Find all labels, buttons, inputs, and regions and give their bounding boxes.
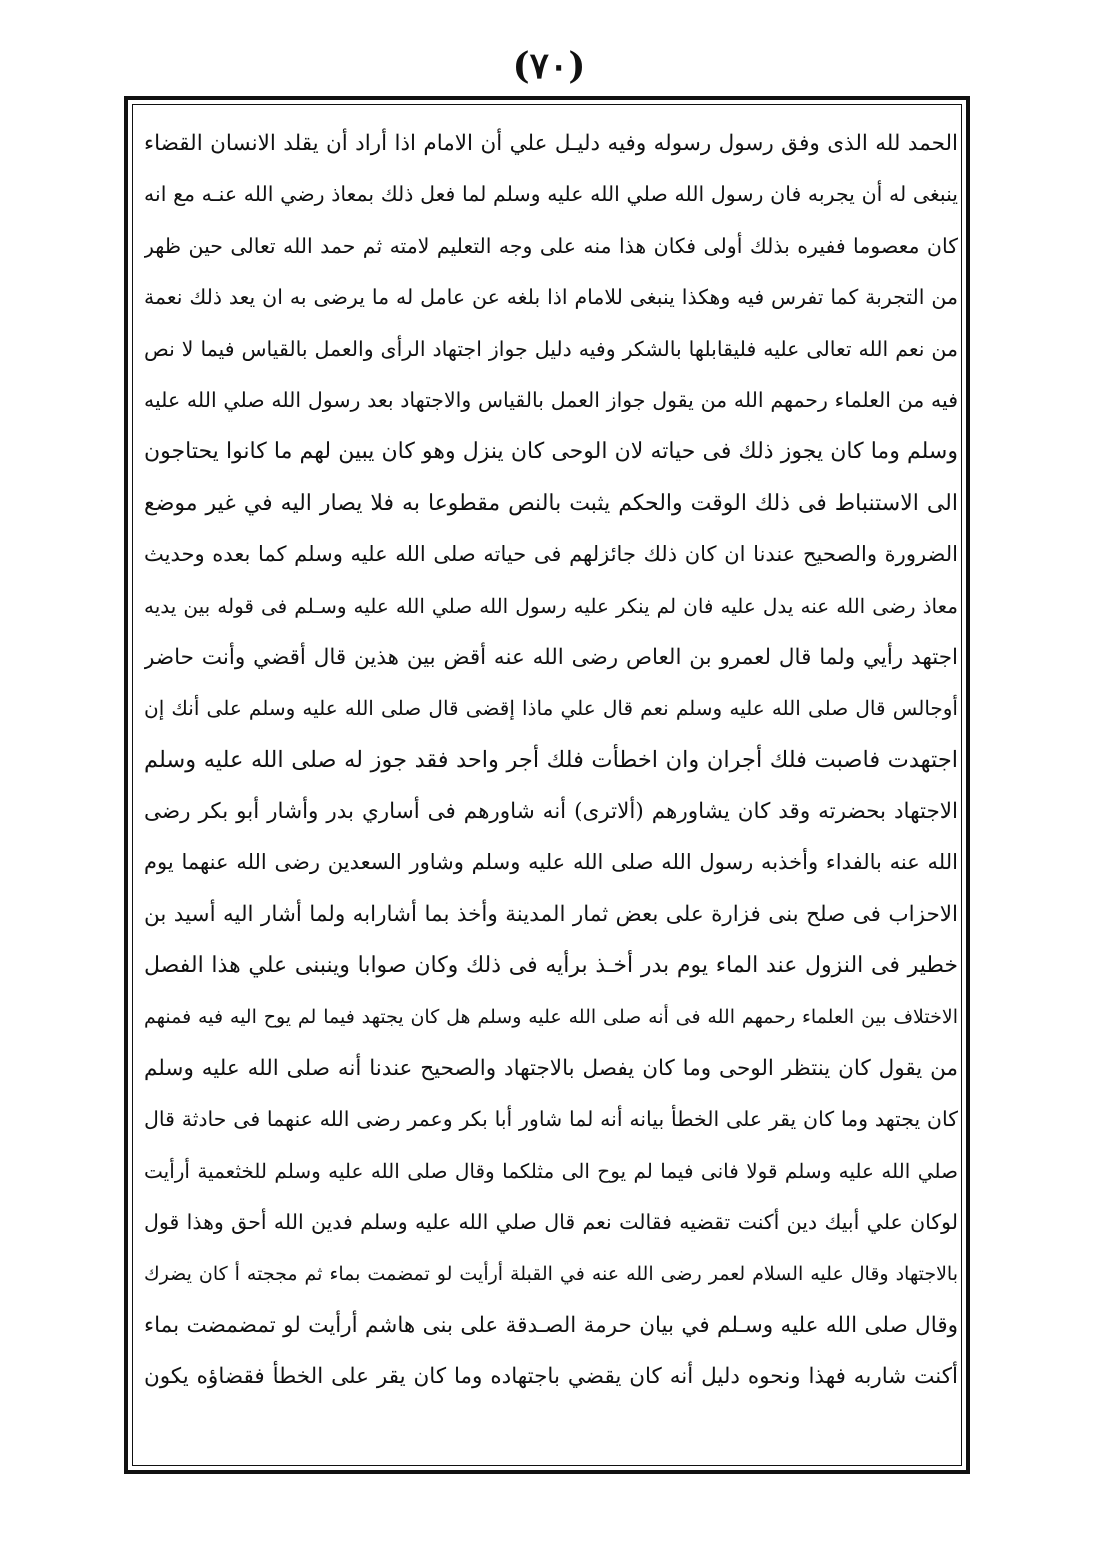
- text-line-10: معاذ رضى الله عنه يدل عليه فان لم ينكر عليه رسول الله صلي الله عليه وسـلم فى قوله بين يديه: [144, 593, 958, 618]
- text-line-24: وقال صلى الله عليه وسـلم في بيان حرمة الصـدقة على بنى هاشم أرأيت لو تمضمضت بماء: [144, 1312, 958, 1338]
- text-line-17: خطير فى النزول عند الماء يوم بدر أخـذ برأيه فى ذلك وكان صوابا وينبنى علي هذا الفصل: [144, 953, 958, 979]
- text-line-15: الله عنه بالفداء وأخذبه رسول الله صلى الله عليه وسلم وشاور السعدين رضى الله عنهما يوم: [144, 850, 958, 875]
- text-line-25: أكنت شاربه فهذا ونحوه دليل أنه كان يقضي باجتهاده وما كان يقر على الخطأ فقضاؤه يكون: [144, 1364, 958, 1390]
- text-line-8: الى الاستنباط فى ذلك الوقت والحكم يثبت بالنص مقطوعا به فلا يصار اليه في غير موضع: [144, 490, 958, 516]
- text-line-18: الاختلاف بين العلماء رحمهم الله فى أنه صلى الله عليه وسلم هل كان يجتهد فيما لم يوح اليه فيه فمنهم: [144, 1005, 958, 1028]
- text-line-21: صلي الله عليه وسلم قولا فانى فيما لم يوح الى مثلكما وقال صلى الله عليه وسلم للخثعمية أرأيت: [144, 1158, 958, 1183]
- text-line-23: بالاجتهاد وقال عليه السلام لعمر رضى الله عنه في القبلة أرأيت لو تمضمت بماء ثم مججته أ كان يضرك: [144, 1262, 958, 1285]
- text-line-7: وسلم وما كان يجوز ذلك فى حياته لان الوحى كان ينزل وهو كان يبين لهم ما كانوا يحتاجون: [144, 439, 958, 465]
- text-line-3: كان معصوما ففيره بذلك أولى فكان هذا منه على وجه التعليم لامته ثم حمد الله تعالى حين ظهر: [144, 233, 958, 258]
- page-number: (٧٠): [512, 45, 586, 87]
- body-text: [144, 118, 958, 1454]
- text-line-12: أوجالس قال صلى الله عليه وسلم نعم قال علي ماذا إقضى قال صلى الله عليه وسلم على أنك إن: [144, 696, 958, 721]
- text-line-2: ينبغى له أن يجربه فان رسول الله صلي الله عليه وسلم لما فعل ذلك بمعاذ رضي الله عنـه مع انه: [144, 182, 958, 207]
- text-line-16: الاحزاب فى صلح بنى فزارة على بعض ثمار المدينة وأخذ بما أشارابه ولما أشار اليه أسيد بن: [144, 901, 958, 927]
- text-line-4: من التجربة كما تفرس فيه وهكذا ينبغى للامام اذا بلغه عن عامل له ما يرضى به ان يعد ذلك نعمة: [144, 285, 958, 310]
- text-line-14: الاجتهاد بحضرته وقد كان يشاورهم (ألاترى) أنه شاورهم فى أساري بدر وأشار أبو بكر رضى: [144, 799, 958, 825]
- text-line-22: لوكان علي أبيك دين أكنت تقضيه فقالت نعم قال صلي الله عليه وسلم فدين الله أحق وهذا قول: [144, 1210, 958, 1235]
- text-line-13: اجتهدت فاصبت فلك أجران وان اخطأت فلك أجر واحد فقد جوز له صلى الله عليه وسلم: [144, 746, 958, 773]
- text-line-19: من يقول كان ينتظر الوحى وما كان يفصل بالاجتهاد والصحيح عندنا أنه صلى الله عليه وسلم: [144, 1056, 958, 1082]
- text-line-9: الضرورة والصحيح عندنا ان كان ذلك جائزلهم فى حياته صلى الله عليه وسلم كما بعده وحديث: [144, 542, 958, 567]
- text-line-11: اجتهد رأيي ولما قال لعمرو بن العاص رضى الله عنه أقض بين هذين قال أقضي وأنت حاضر: [144, 644, 958, 670]
- text-line-6: فيه من العلماء رحمهم الله من يقول جواز العمل بالقياس والاجتهاد بعد رسول الله صلي الله عليه: [144, 387, 958, 412]
- text-line-26: [144, 1403, 958, 1454]
- text-line-20: كان يجتهد وما كان يقر على الخطأ بيانه أنه لما شاور أبا بكر وعمر رضى الله عنهما فى حادثة قال: [144, 1107, 958, 1132]
- text-line-5: من نعم الله تعالى عليه فليقابلها بالشكر وفيه دليل جواز اجتهاد الرأى والعمل بالقياس فيما لا نص: [144, 336, 958, 361]
- text-line-1: الحمد لله الذى وفق رسول رسوله وفيه دليـل علي أن الامام اذا أراد أن يقلد الانسان القضاء: [144, 131, 958, 156]
